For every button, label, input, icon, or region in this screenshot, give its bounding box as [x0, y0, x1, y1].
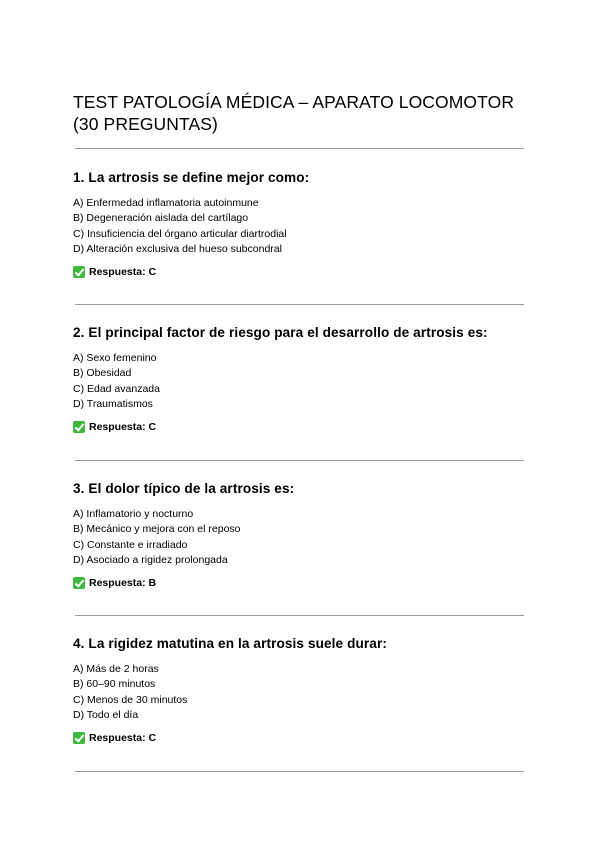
check-mark-icon	[73, 577, 85, 589]
option-c: C) Constante e irradiado	[73, 538, 188, 551]
option-a: A) Sexo femenino	[73, 352, 157, 364]
option-b: B) Mecánico y mejora con el reposo	[73, 523, 241, 536]
document-title: TEST PATOLOGÍA MÉDICA – APARATO LOCOMOTOR (30 PREGUNTAS)	[73, 92, 515, 134]
option-b: B) Degeneración aislada del cartílago	[73, 212, 249, 225]
option-a: A) Enfermedad inflamatoria autoinmune	[73, 197, 259, 209]
question-text: 2. El principal factor de riesgo para el desarrollo de artrosis es:	[73, 325, 488, 340]
answer-text: Respuesta: C	[89, 421, 157, 433]
option-c: C) Edad avanzada	[73, 382, 160, 395]
option-d: D) Asociado a rigidez prolongada	[73, 553, 228, 566]
answer-text: Respuesta: C	[89, 732, 157, 744]
option-b: B) 60–90 minutos	[73, 678, 156, 691]
divider	[75, 460, 524, 461]
answer-text: Respuesta: C	[89, 266, 157, 278]
option-b: B) Obesidad	[73, 367, 132, 380]
answer	[73, 576, 156, 590]
question-3	[73, 480, 543, 589]
answer	[73, 420, 156, 434]
option-a: A) Más de 2 horas	[73, 663, 159, 675]
options-list	[73, 351, 160, 412]
question-text: 3. El dolor típico de la artrosis es:	[73, 481, 295, 496]
divider	[75, 615, 524, 616]
option-a: A) Inflamatorio y nocturno	[73, 508, 194, 520]
option-d: D) Traumatismos	[73, 397, 153, 410]
divider	[75, 148, 524, 149]
divider	[75, 304, 524, 305]
option-d: D) Todo el día	[73, 708, 139, 721]
question-4	[73, 635, 543, 744]
check-mark-icon	[73, 266, 85, 278]
option-c: C) Menos de 30 minutos	[73, 693, 188, 706]
divider	[75, 771, 524, 772]
check-mark-icon	[73, 421, 85, 433]
question-1	[73, 169, 543, 278]
option-d: D) Alteración exclusiva del hueso subcondral	[73, 242, 282, 255]
answer-text: Respuesta: B	[89, 577, 157, 589]
question-text: 1. La artrosis se define mejor como:	[73, 170, 310, 185]
answer	[73, 265, 156, 279]
check-mark-icon	[73, 732, 85, 744]
option-c: C) Insuficiencia del órgano articular diartrodial	[73, 227, 287, 240]
question-2	[73, 324, 543, 433]
question-text: 4. La rigidez matutina en la artrosis suele durar:	[73, 636, 387, 651]
options-list	[73, 507, 241, 568]
options-list	[73, 662, 187, 723]
answer	[73, 731, 156, 745]
options-list	[73, 196, 287, 257]
